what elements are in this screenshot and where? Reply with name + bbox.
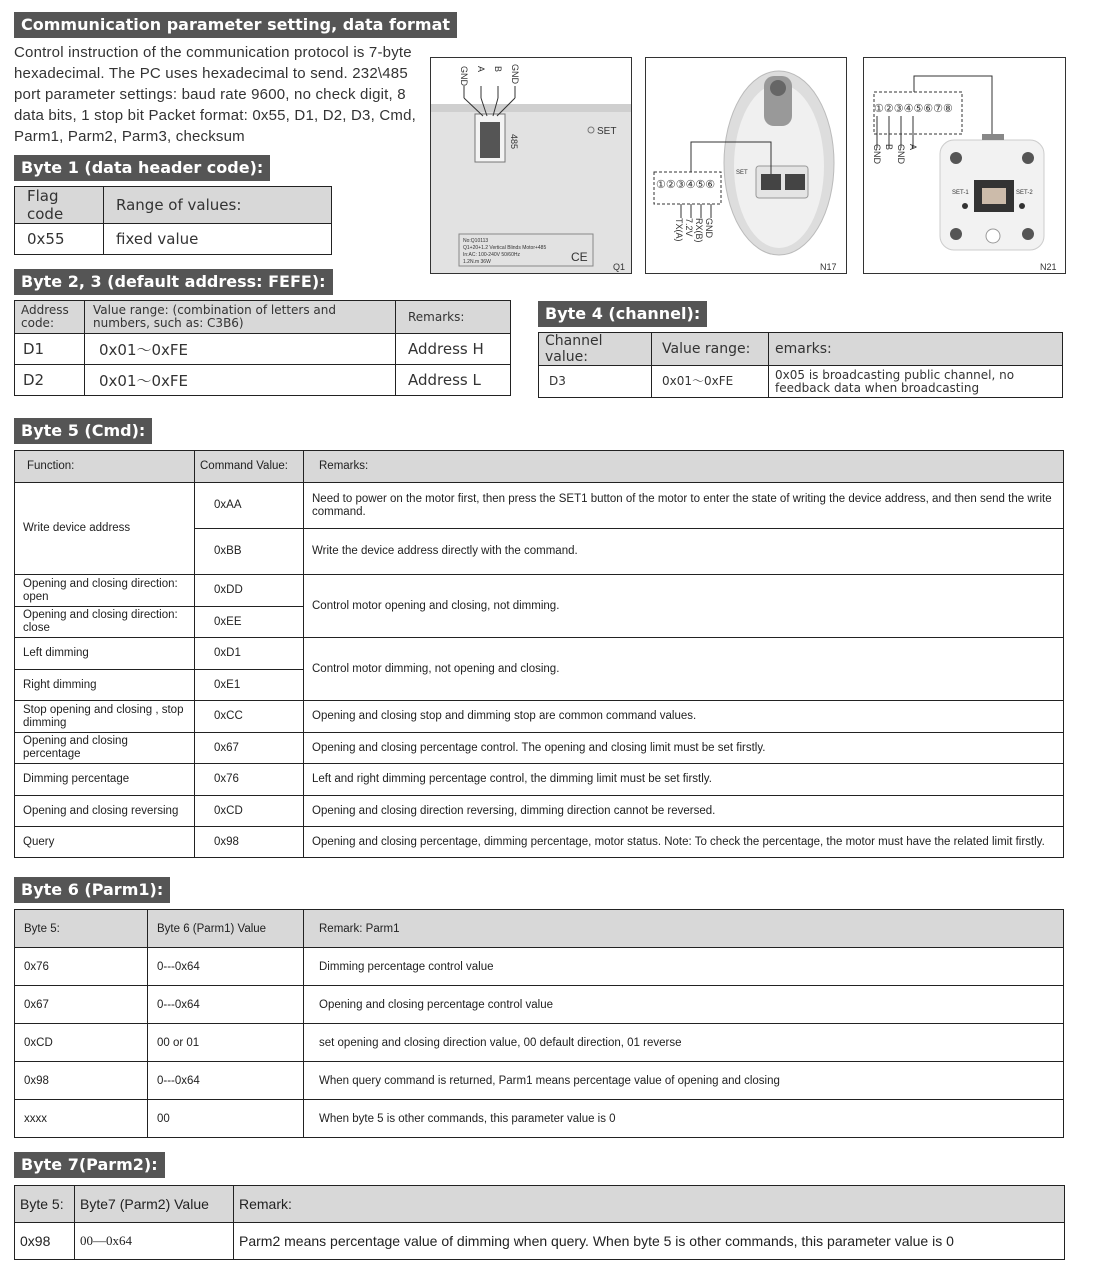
byte6-row4-value: 0---0x64 (148, 1062, 304, 1100)
n21-drawing (864, 58, 1066, 274)
byte6-row3-value: 00 or 01 (148, 1024, 304, 1062)
byte7-header-byte5: Byte 5: (15, 1186, 75, 1223)
byte1-header-flag: Flag code (15, 187, 104, 224)
byte5-func-close: Opening and closing direction: close (15, 607, 195, 638)
q1-nameplate-line1: No:Q10113 (463, 238, 489, 244)
byte6-row4-remark: When query command is returned, Parm1 means percentage value of opening and closing (304, 1062, 1064, 1100)
table-row (15, 224, 332, 255)
byte23-title: Byte 2, 3 (default address: FEFE): (14, 269, 333, 295)
byte7-row1-remark: Parm2 means percentage value of dimming when query. When byte 5 is other commands, this parameter value is 0 (234, 1223, 1065, 1260)
table-row (539, 366, 1063, 398)
byte5-write-address: Write device address (15, 483, 195, 575)
q1-tag: Q1 (613, 262, 626, 272)
byte5-func-stop: Stop opening and closing , stop dimming (15, 701, 195, 733)
byte5-remark-aa: Need to power on the motor first, then press the SET1 button of the motor to enter the state of writing the device address, and then send the write command. (304, 483, 1064, 529)
byte4-channel-value: D3 (539, 366, 652, 398)
table-row (15, 575, 1064, 607)
byte6-row5-value: 00 (148, 1100, 304, 1138)
table-row (15, 827, 1064, 858)
byte5-remark-cd: Opening and closing direction reversing, dimming direction cannot be reversed. (304, 796, 1064, 827)
byte5-func-dim-percent: Dimming percentage (15, 764, 195, 796)
byte5-func-right-dimming: Right dimming (15, 670, 195, 701)
byte5-func-reversing: Opening and closing reversing (15, 796, 195, 827)
n17-set-label: SET (736, 170, 748, 176)
byte4-remark: 0x05 is broadcasting public channel, no feedback data when broadcasting (769, 366, 1063, 398)
byte6-header-remark: Remark: Parm1 (304, 910, 1064, 948)
byte4-header-range: Value range: (652, 333, 769, 366)
byte1-title: Byte 1 (data header code): (14, 155, 270, 181)
table-row (15, 948, 1064, 986)
byte6-row1-value: 0---0x64 (148, 948, 304, 986)
byte4-title: Byte 4 (channel): (538, 301, 707, 327)
byte6-table (14, 909, 1064, 1138)
n17-pin-rx: RX(B) (694, 218, 704, 243)
n21-tag: N21 (1040, 262, 1057, 272)
table-row (15, 638, 1064, 670)
byte5-func-open: Opening and closing direction: open (15, 575, 195, 607)
table-row (15, 1062, 1064, 1100)
byte6-header-value: Byte 6 (Parm1) Value (148, 910, 304, 948)
table-row (15, 334, 511, 365)
q1-pin-gnd1: GND (459, 66, 469, 86)
byte5-func-left-dimming: Left dimming (15, 638, 195, 670)
byte7-table (14, 1185, 1065, 1260)
byte1-range-value: fixed value (104, 224, 332, 255)
q1-nameplate-line4: 1.2N.m 36W (463, 259, 491, 265)
byte5-cmd-ee: 0xEE (195, 607, 304, 638)
byte6-row2-value: 0---0x64 (148, 986, 304, 1024)
q1-pin-a: A (476, 66, 486, 73)
byte6-row2-remark: Opening and closing percentage control value (304, 986, 1064, 1024)
byte1-flag-value: 0x55 (15, 224, 104, 255)
table-row (15, 796, 1064, 827)
byte5-remark-98: Opening and closing percentage, dimming percentage, motor status. Note: To check the percentage, the motor must have the related limit firstly. (304, 827, 1064, 858)
n17-pin-numbers: ①②③④⑤⑥ (656, 179, 716, 191)
n17-pin-72v: 7.2V (684, 218, 694, 237)
n21-set2-label: SET-2 (1016, 190, 1033, 196)
byte6-title: Byte 6 (Parm1): (14, 877, 170, 903)
q1-set-label: SET (597, 126, 617, 137)
byte6-row1-remark: Dimming percentage control value (304, 948, 1064, 986)
byte7-row1-byte5: 0x98 (15, 1223, 75, 1260)
byte23-header-address: Address code: (15, 301, 85, 334)
diagram-q1 (430, 57, 632, 274)
byte5-cmd-67: 0x67 (195, 733, 304, 764)
byte23-d1-range: 0x01～0xFE (85, 334, 396, 365)
byte5-cmd-cd: 0xCD (195, 796, 304, 827)
table-row (15, 1024, 1064, 1062)
byte7-header-value: Byte7 (Parm2) Value (75, 1186, 234, 1223)
byte7-title: Byte 7(Parm2): (14, 1152, 165, 1178)
q1-nameplate-line2: Q1+20+1.2 Vertical Blinds Motor+485 (463, 245, 547, 251)
n21-pin-a: A (908, 144, 918, 151)
byte5-remark-open-close: Control motor opening and closing, not dimming. (304, 575, 1064, 638)
diagram-n17 (645, 57, 847, 274)
byte23-d1-remark: Address H (396, 334, 511, 365)
byte6-row1-byte5: 0x76 (15, 948, 148, 986)
byte5-cmd-dd: 0xDD (195, 575, 304, 607)
byte6-row4-byte5: 0x98 (15, 1062, 148, 1100)
table-row (15, 733, 1064, 764)
byte23-d1: D1 (15, 334, 85, 365)
byte5-cmd-e1: 0xE1 (195, 670, 304, 701)
byte6-row5-remark: When byte 5 is other commands, this parameter value is 0 (304, 1100, 1064, 1138)
byte1-header-range: Range of values: (104, 187, 332, 224)
byte5-func-open-percent: Opening and closing percentage (15, 733, 195, 764)
byte5-cmd-d1: 0xD1 (195, 638, 304, 670)
n17-pin-tx: TX(A) (674, 218, 684, 242)
q1-nameplate-line3: In:AC: 100-240V 50/60Hz (463, 252, 520, 258)
byte4-range-value: 0x01～0xFE (652, 366, 769, 398)
byte1-table (14, 186, 332, 255)
byte5-header-command: Command Value: (195, 451, 304, 483)
q1-ce-mark: CE (571, 250, 588, 264)
byte5-remark-76: Left and right dimming percentage control, the dimming limit must be set firstly. (304, 764, 1064, 796)
byte5-header-function: Function: (15, 451, 195, 483)
byte7-row1-value: 00—0x64 (75, 1223, 234, 1260)
n21-set1-label: SET-1 (952, 190, 969, 196)
n21-pin-numbers: ①②③④⑤⑥⑦⑧ (874, 103, 953, 115)
byte5-remark-67: Opening and closing percentage control. The opening and closing limit must be set firstly. (304, 733, 1064, 764)
byte7-header-remark: Remark: (234, 1186, 1065, 1223)
n21-pin-b: B (884, 144, 894, 151)
byte23-d2: D2 (15, 365, 85, 396)
byte6-row5-byte5: xxxx (15, 1100, 148, 1138)
byte4-header-channel: Channel value: (539, 333, 652, 366)
byte23-d2-remark: Address L (396, 365, 511, 396)
table-row (15, 1223, 1065, 1260)
byte5-remark-dimming: Control motor dimming, not opening and closing. (304, 638, 1064, 701)
byte5-func-query: Query (15, 827, 195, 858)
byte5-cmd-98: 0x98 (195, 827, 304, 858)
byte5-remark-bb: Write the device address directly with the command. (304, 529, 1064, 575)
byte6-header-byte5: Byte 5: (15, 910, 148, 948)
q1-pin-b: B (493, 66, 503, 73)
byte5-cmd-cc: 0xCC (195, 701, 304, 733)
n17-tag: N17 (820, 262, 837, 272)
table-row (15, 701, 1064, 733)
byte23-header-remarks: Remarks: (396, 301, 511, 334)
byte4-header-remarks: emarks: (769, 333, 1063, 366)
byte5-cmd-76: 0x76 (195, 764, 304, 796)
q1-drawing (431, 58, 632, 274)
n17-pin-gnd: GND (704, 218, 714, 238)
intro-text: Control instruction of the communication protocol is 7-byte hexadecimal. The PC uses hexadecimal to send. 232\485 port parameter settings: baud rate 9600, no check digit, 8 data bits, 1 stop bit Packet format: 0x55, D1, D2, D3, Cmd, Parm1, Parm2, Parm3, checksum (14, 44, 416, 145)
q1-port-label: 485 (509, 134, 519, 150)
byte23-header-range: Value range: (combination of letters and numbers, such as: C3B6) (85, 301, 396, 334)
byte5-remark-cc: Opening and closing stop and dimming stop are common command values. (304, 701, 1064, 733)
byte23-table (14, 300, 511, 396)
byte5-cmd-aa: 0xAA (195, 483, 304, 529)
byte5-cmd-bb: 0xBB (195, 529, 304, 575)
table-row (15, 365, 511, 396)
byte6-row3-byte5: 0xCD (15, 1024, 148, 1062)
byte6-row2-byte5: 0x67 (15, 986, 148, 1024)
n21-pin-gnd1: GND (872, 144, 882, 164)
table-row (15, 986, 1064, 1024)
byte5-title: Byte 5 (Cmd): (14, 418, 152, 444)
q1-pin-gnd2: GND (510, 64, 520, 84)
page-title: Communication parameter setting, data format (14, 12, 457, 38)
byte23-d2-range: 0x01～0xFE (85, 365, 396, 396)
n21-pin-gnd2: GND (896, 144, 906, 164)
table-row (15, 764, 1064, 796)
byte5-table (14, 450, 1064, 858)
diagram-n21 (863, 57, 1066, 274)
byte5-header-remarks: Remarks: (304, 451, 1064, 483)
table-row (15, 483, 1064, 529)
byte6-row3-remark: set opening and closing direction value, 00 default direction, 01 reverse (304, 1024, 1064, 1062)
byte4-table (538, 332, 1063, 398)
table-row (15, 1100, 1064, 1138)
